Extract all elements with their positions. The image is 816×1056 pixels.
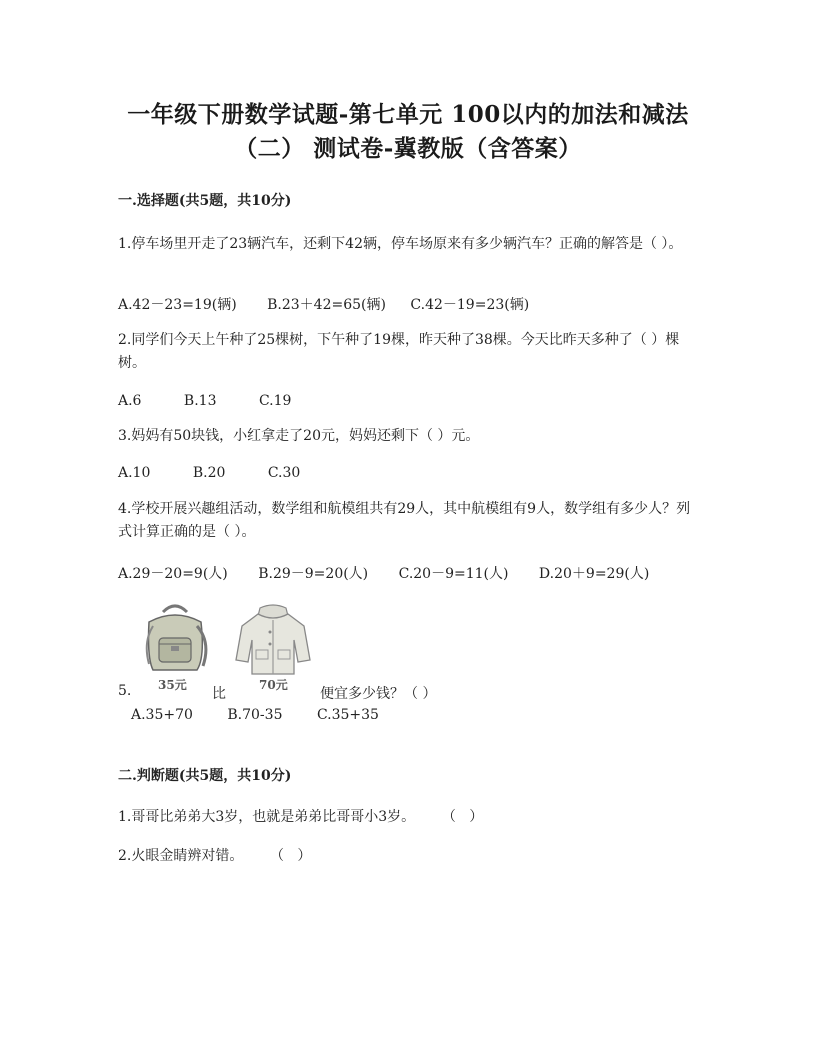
page-title-line1: 一年级下册数学试题-第七单元 100以内的加法和减法 [127, 101, 689, 128]
question-2-text: 2.同学们今天上午种了25棵树，下午种了19棵，昨天种了38棵。今天比昨天多种了（ ）棵树。 [118, 332, 680, 371]
option-a[interactable]: A.6 [118, 393, 142, 409]
jacket-price-label: 70元 [259, 678, 288, 692]
option-b[interactable]: B.13 [183, 393, 217, 409]
page-title-line2: （二） 测试卷-冀教版（含答案） [234, 135, 582, 162]
backpack-price-label: 35元 [158, 678, 187, 692]
question-3-text: 3.妈妈有50块钱，小红拿走了20元，妈妈还剩下（ ）元。 [118, 428, 480, 444]
option-c[interactable]: C.35+35 [316, 707, 379, 723]
section-heading-choice: 一.选择题(共5题，共10分) [118, 193, 292, 209]
backpack-image [135, 598, 215, 678]
question-4-text: 4.学校开展兴趣组活动，数学组和航模组共有29人，其中航模组有9人，数学组有多少人？列式计算正确的是（ ）。 [118, 501, 691, 540]
question-5-options [131, 707, 379, 723]
jacket-image [232, 600, 314, 680]
option-c[interactable]: C.30 [267, 465, 301, 481]
question-2-options [118, 393, 291, 409]
option-a[interactable]: A.10 [118, 465, 151, 481]
question-5-compare: 比 [212, 686, 226, 702]
judgement-item-1: 1.哥哥比弟弟大3岁，也就是弟弟比哥哥小3岁。 （ ） [118, 809, 484, 825]
option-b[interactable]: B.20 [192, 465, 226, 481]
option-a[interactable]: A.29－20=9(人) [118, 566, 228, 582]
option-d[interactable]: D.20＋9=29(人) [538, 566, 650, 582]
option-a[interactable]: A.42－23=19(辆) [118, 297, 237, 313]
question-5-tail: 便宜多少钱？（ ） [320, 686, 437, 702]
option-c[interactable]: C.42－19=23(辆) [410, 297, 530, 313]
option-a[interactable]: A.35+70 [131, 707, 193, 723]
question-1-options [118, 294, 529, 314]
question-4-options [118, 563, 649, 583]
option-c[interactable]: C.20－9=11(人) [398, 566, 509, 582]
question-5-number: 5. [118, 683, 132, 699]
option-c[interactable]: C.19 [258, 393, 292, 409]
section-heading-judgement: 二.判断题(共5题，共10分) [118, 768, 292, 784]
option-b[interactable]: B.23＋42=65(辆) [267, 297, 386, 313]
question-1-text: 1.停车场里开走了23辆汽车，还剩下42辆，停车场原来有多少辆汽车？正确的解答是（ ）。 [118, 236, 683, 252]
question-3-options [118, 465, 300, 481]
judgement-item-2: 2.火眼金睛辨对错。 （ ） [118, 848, 312, 864]
option-b[interactable]: B.70-35 [227, 707, 283, 723]
option-b[interactable]: B.29－9=20(人) [258, 566, 369, 582]
